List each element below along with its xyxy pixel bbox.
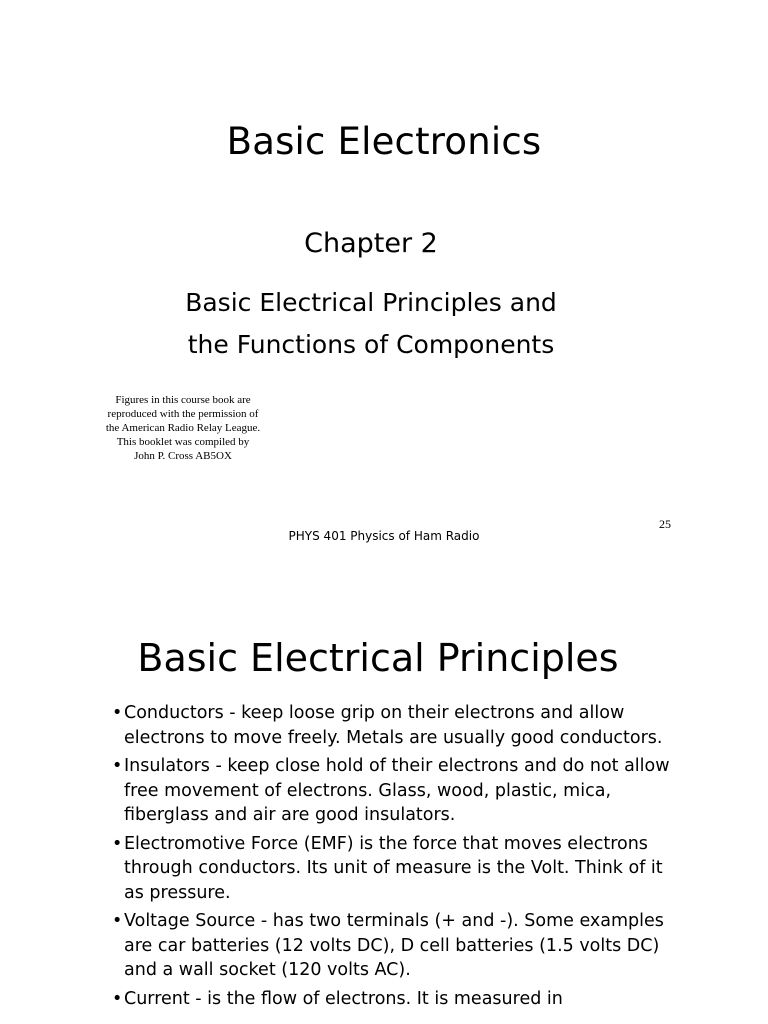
bullet-voltage-source: • Voltage Source - has two terminals (+ and -). Some examples are car batteries (12 volts DC), D cell batteries (1.5 volts DC) and a wall socket (120 volts AC). bbox=[112, 909, 672, 983]
chapter-subtitle bbox=[0, 282, 742, 366]
slide-footer: PHYS 401 Physics of Ham Radio bbox=[288, 529, 480, 543]
bullet-current: • Current - is the flow of electrons. It is measured in bbox=[112, 987, 672, 1012]
document-title: Basic Electronics bbox=[226, 120, 542, 163]
bullet-conductors: • Conductors - keep loose grip on their electrons and allow electrons to move freely. Metals are usually good conductors. bbox=[112, 701, 672, 750]
bullet-insulators: • Insulators - keep close hold of their electrons and do not allow free movement of electrons. Glass, wood, plastic, mica, fiberglass and air are good insulators. bbox=[112, 754, 672, 828]
subtitle-line-2: the Functions of Components bbox=[187, 330, 555, 359]
credit-line-4: This booklet was compiled by bbox=[116, 436, 250, 448]
chapter-label: Chapter 2 bbox=[304, 228, 438, 259]
bullet-list bbox=[112, 701, 672, 1015]
credit-line-1: Figures in this course book are bbox=[115, 394, 251, 406]
credit-line-5: John P. Cross AB5OX bbox=[134, 450, 232, 462]
slide-heading: Basic Electrical Principles bbox=[137, 636, 619, 680]
credits-note bbox=[94, 393, 272, 463]
subtitle-line-1: Basic Electrical Principles and bbox=[185, 288, 557, 317]
bullet-emf: • Electromotive Force (EMF) is the force that moves electrons through conductors. Its unit of measure is the Volt. Think of it as pressure. bbox=[112, 832, 672, 906]
credit-line-2: reproduced with the permission of bbox=[107, 408, 259, 420]
credit-line-3: the American Radio Relay League. bbox=[105, 422, 261, 434]
principles-slide bbox=[0, 580, 768, 1024]
page-number: 25 bbox=[659, 517, 671, 531]
